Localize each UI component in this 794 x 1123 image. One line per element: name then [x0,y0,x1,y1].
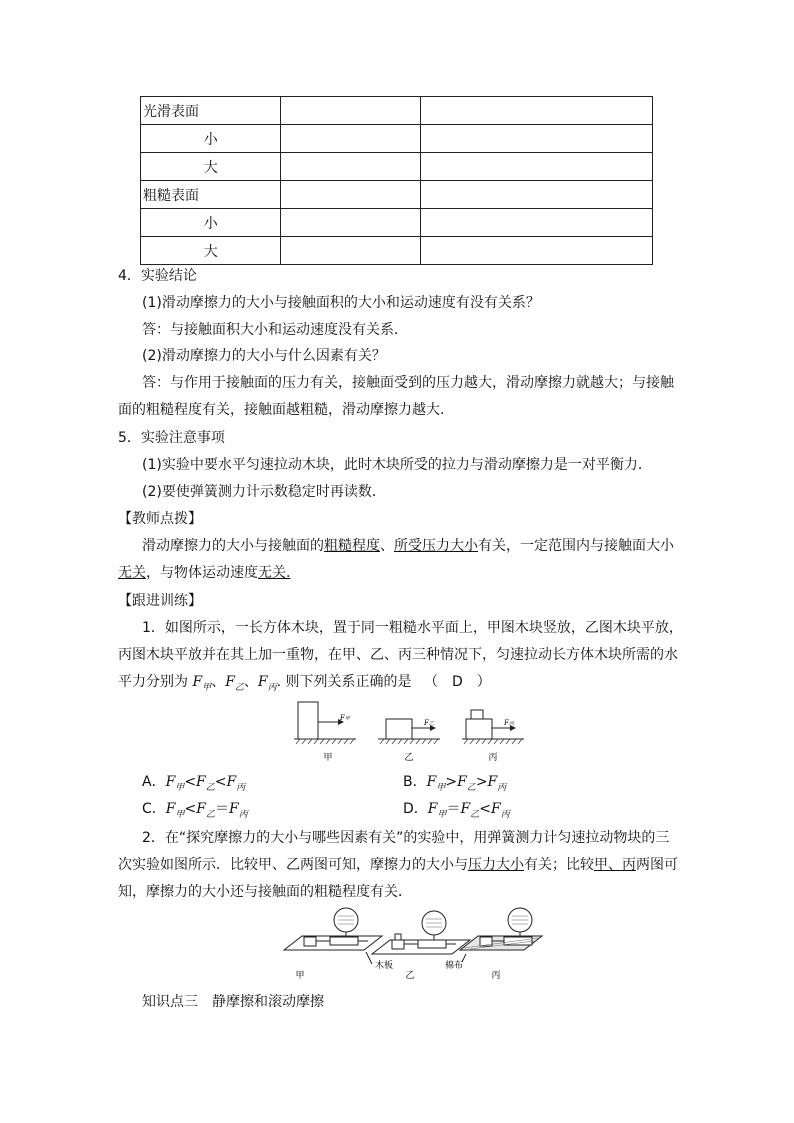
q1-line3: 平力分别为 $F_甲$、$F_乙$、$F_丙$. 则下列关系正确的是 （ D ） [118,674,491,693]
tip-underline-4: 无关. [258,565,291,581]
table-cell [281,125,420,153]
table-cell [281,97,420,125]
force-yi: $F_乙$ [225,674,244,693]
fig1-label-bing: 丙 [488,753,498,763]
q1-answer: （ D ） [424,674,491,690]
table-row [141,125,653,153]
q2-line2-pre: 次实验如图所示．比较甲、乙两图可知，摩擦力的大小与 [118,857,468,873]
conclusion-answer-1: 答：与接触面积大小和运动速度没有关系． [142,322,408,338]
figure-spring-scale [282,906,544,980]
tip-underline-1: 粗糙程度 [324,538,380,554]
fig1-label-jia: 甲 [323,753,333,763]
conclusion-question-1: (1)滑动摩擦力的大小与接触面积的大小和运动速度有没有关系？ [142,295,540,311]
table-row [141,237,653,265]
fig2-label-board: 木板 [374,961,394,971]
tip-underline-2: 所受压力大小 [394,538,478,554]
teacher-tip-heading: 【教师点拨】 [118,511,202,527]
q1-line2: 丙图木块平放并在其上加一重物，在甲、乙、丙三种情况下，匀速拉动长方体木块所需的水 [118,647,678,663]
option-c[interactable]: C．$F_甲<F_乙=F_丙$ [142,801,248,820]
tip-text-2: 、 [380,538,394,554]
fig1-force-label-yi: F乙 [424,719,434,727]
table-cell: 小 [141,209,281,237]
q2-line2-post: 两图可 [636,857,678,873]
note-1: (1)实验中要水平匀速拉动木块，此时木块所受的拉力与滑动摩擦力是一对平衡力． [142,457,652,473]
table-cell: 粗糙表面 [141,181,281,209]
table-cell [281,209,420,237]
fig1-force-label-bing: F丙 [504,719,514,727]
table-cell [420,237,652,265]
note-2: (2)要使弹簧测力计示数稳定时再读数． [142,484,386,500]
q2-blank-2: 甲、丙 [594,857,636,873]
table-cell: 大 [141,153,281,181]
fig1-label-yi: 乙 [404,753,414,763]
fig1-force-label-jia: F甲 [340,714,350,722]
q2-line3: 知，摩擦力的大小还与接触面的粗糙程度有关． [118,884,412,900]
teacher-tip-line2 [118,563,678,583]
section3-heading: 知识点三 静摩擦和滚动摩擦 [142,994,324,1010]
option-a[interactable]: A．$F_甲<F_乙<F_丙$ [142,774,246,793]
table-cell [281,181,420,209]
section5-heading: 5．实验注意事项 [118,430,225,446]
data-table [140,96,653,265]
table-cell [420,153,652,181]
q2-blank-1: 压力大小 [468,857,524,873]
tip-text-1: 滑动摩擦力的大小与接触面的 [142,538,324,554]
q1-line3-pre: 平力分别为 [118,674,188,690]
option-b[interactable]: B．$F_甲>F_乙>F_丙$ [403,774,507,793]
fig2-label-jia: 甲 [295,971,305,980]
table-cell [420,125,652,153]
table-row [141,153,653,181]
tip-text-3: 有关，一定范围内与接触面大小 [478,538,674,554]
q2-line2-mid: 有关；比较 [524,857,594,873]
table-cell: 大 [141,237,281,265]
conclusion-answer-2a: 答：与作用于接触面的压力有关，接触面受到的压力越大，滑动摩擦力就越大；与接触 [142,375,674,391]
fig2-label-yi: 乙 [405,971,415,980]
tip-text-4: ，与物体运动速度 [146,565,258,581]
table-cell: 光滑表面 [141,97,281,125]
table-row [141,97,653,125]
force-bing: $F_丙$ [257,674,277,693]
q1-line3-post: . 则下列关系正确的是 [276,674,412,690]
q2-line1: 2．在“探究摩擦力的大小与哪些因素有关”的实验中，用弹簧测力计匀速拉动物块的三 [142,830,670,846]
table-row [141,181,653,209]
teacher-tip-line1 [142,536,702,556]
table-cell [420,181,652,209]
table-cell [281,153,420,181]
table-cell [281,237,420,265]
table-cell [420,209,652,237]
fig2-label-cloth: 棉布 [444,961,464,971]
figure-blocks [290,700,526,766]
q2-line2 [118,855,678,875]
practice-heading: 【跟进训练】 [118,593,202,609]
conclusion-question-2: (2)滑动摩擦力的大小与什么因素有关？ [142,348,386,364]
tip-underline-3: 无关 [118,565,146,581]
q1-line1: 1．如图所示，一长方体木块，置于同一粗糙水平面上，甲图木块竖放，乙图木块平放， [142,620,683,636]
table-cell [420,97,652,125]
table-cell: 小 [141,125,281,153]
conclusion-answer-2b: 面的粗糙程度有关，接触面越粗糙，滑动摩擦力越大. [118,402,445,418]
fig2-label-bing: 丙 [491,971,501,980]
section4-heading: 4．实验结论 [118,268,197,284]
option-d[interactable]: D．$F_甲=F_乙<F_丙$ [403,801,510,820]
force-jia: $F_甲$ [192,674,212,693]
table-row [141,209,653,237]
